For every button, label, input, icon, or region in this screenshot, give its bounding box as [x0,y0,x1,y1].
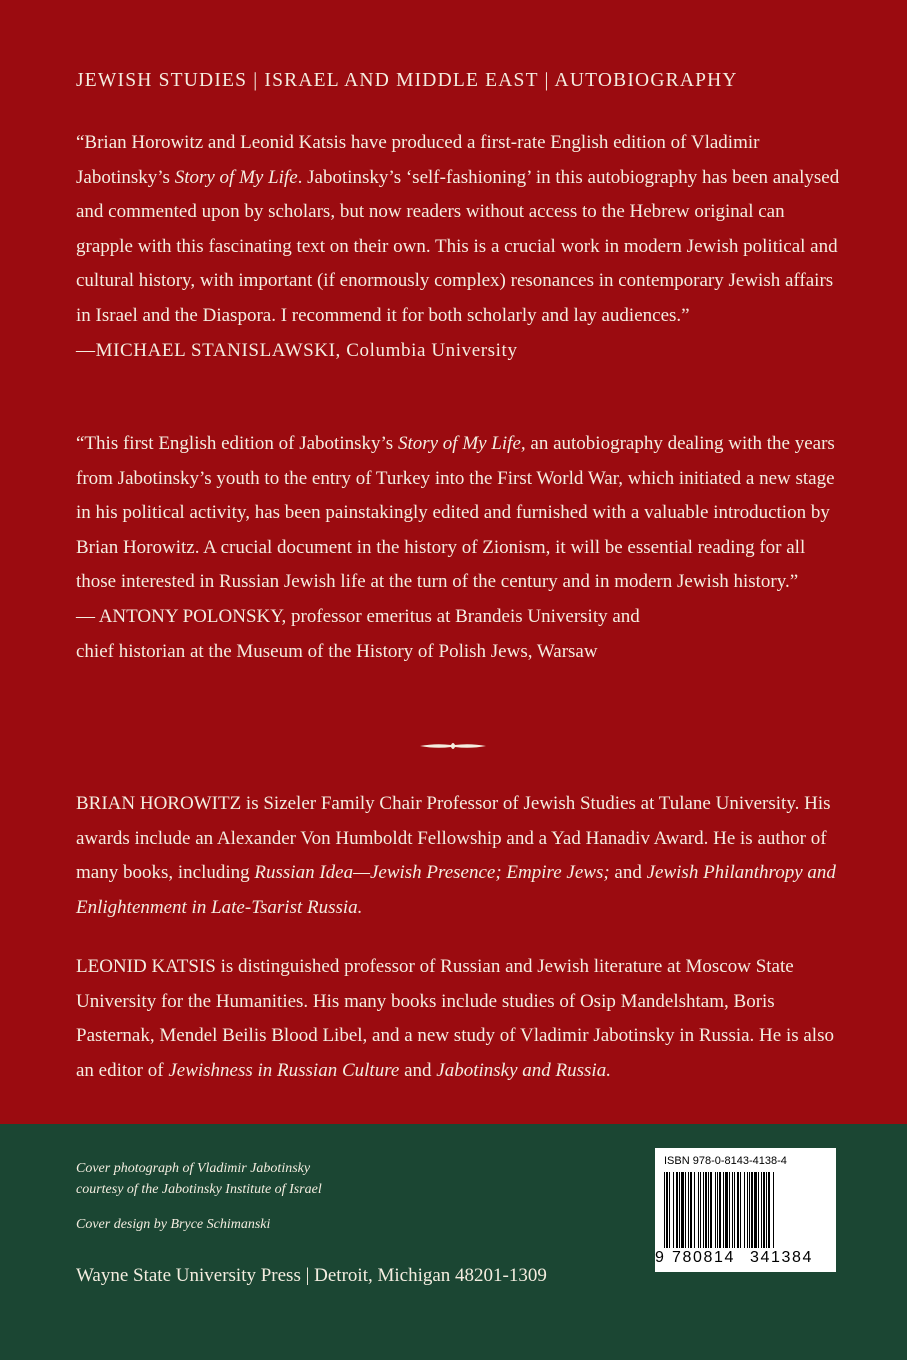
ornament-divider [418,740,488,752]
book-title: Jewishness in Russian Culture [168,1059,400,1081]
quote-attribution: —MICHAEL STANISLAWSKI, Columbia University [76,339,518,361]
design-credit: Cover design by Bryce Schimanski [76,1217,271,1232]
barcode-bar [747,1172,748,1248]
quote-attribution: — ANTONY POLONSKY, professor emeritus at Brandeis University and [76,605,640,627]
barcode-bar [758,1172,759,1248]
subject-categories: JEWISH STUDIES | ISRAEL AND MIDDLE EAST | AUTOBIOGRAPHY [76,70,738,91]
barcode-bar [761,1172,762,1248]
barcode-bar [729,1172,730,1248]
barcode-bar [768,1172,770,1248]
barcode-bar [700,1172,701,1248]
barcode-bar [703,1172,704,1248]
barcode-bar [734,1172,735,1248]
barcode-digits-right: 341384 [750,1249,813,1266]
barcode-bar [715,1172,716,1248]
isbn-barcode [655,1148,836,1272]
book-titles: Russian Idea—Jewish Presence; Empire Jews; [254,862,610,884]
isbn-label: ISBN 978-0-8143-4138-4 [664,1155,787,1167]
book-title: Jewish Philanthropy and Enlightenment in Late-Tsarist Russia. [76,862,836,918]
quote-text: “Brian Horowitz and Leonid Katsis have produced a first-rate English edition of Vladimir Jabotinsky’s Story of My Life. Jabotinsky’s ‘self-fashioning’ in this autobiography has been analysed and commented upon by scholars, but now readers without access to the Hebrew original can grapple with this fascinating text on their own. This is a crucial work in modern Jewish political and cultural history, with important (if enormously complex) resonances in contemporary Jewish affairs in Israel and the Diaspora. I recommend it for both scholarly and lay audiences.” [76,132,840,326]
barcode-bar [673,1172,674,1248]
barcode-bar [744,1172,745,1248]
barcode-bar [705,1172,707,1248]
barcode-bar [737,1172,739,1248]
barcode-bar [710,1172,712,1248]
barcode-bar [719,1172,721,1248]
barcode-digits-left: 780814 [672,1249,735,1266]
endorsement-stanislawski [76,126,846,368]
barcode-bar [679,1172,680,1248]
quote-text: “This first English edition of Jabotinsky’s Story of My Life, an autobiography dealing with the years from Jabotinsky’s youth to the entry of Turkey into the First World War, which initiated a new stage in his political activity, has been painstakingly edited and furnished with a valuable introduction by Brian Horowitz. A crucial document in the history of Zionism, it will be essential reading for all those interested in Russian Jewish life at the turn of the century and in modern Jewish history.” [76,433,835,593]
barcode-bar [698,1172,699,1248]
barcode-bar [694,1172,695,1248]
barcode-bar [723,1172,724,1248]
barcode-bar [740,1172,741,1248]
barcode-bar [664,1172,665,1248]
barcode-bar [681,1172,684,1248]
barcode-bar [685,1172,686,1248]
book-title: Story of My Life [174,166,298,188]
barcode-bar [754,1172,757,1248]
barcode-bar [766,1172,767,1248]
barcode-bars [664,1172,827,1248]
barcode-bar [688,1172,689,1248]
bio-brian-horowitz: BRIAN HOROWITZ is Sizeler Family Chair Professor of Jewish Studies at Tulane University. His awards include an Alexander Von Humboldt Fellowship and a Yad Hanadiv Award. He is author of many books, including Russian Idea—Jewish Presence; Empire Jews; and Jewish Philanthropy and Enlightenment in Late-Tsarist Russia. [76,793,836,918]
photo-credit: Cover photograph of Vladimir Jabotinsky courtesy of the Jabotinsky Institute of Israel [76,1161,322,1197]
barcode-bar [717,1172,718,1248]
bio-leonid-katsis: LEONID KATSIS is distinguished professor of Russian and Jewish literature at Moscow State University for the Humanities. His many books include studies of Osip Mandelshtam, Boris Pasternak, Mendel Beilis Blood Libel, and a new study of Vladimir Jabotinsky in Russia. He is also an editor of Jewishness in Russian Culture and Jabotinsky and Russia. [76,956,834,1081]
barcode-bar [751,1172,753,1248]
quote-attribution-continued: chief historian at the Museum of the History of Polish Jews, Warsaw [76,640,598,662]
endorsement-polonsky [76,427,846,669]
book-title: Jabotinsky and Russia. [436,1059,611,1081]
barcode-bar [732,1172,733,1248]
barcode-bar [773,1172,774,1248]
barcode-bar [725,1172,728,1248]
barcode-bar [690,1172,692,1248]
barcode-bar [763,1172,765,1248]
barcode-digit-first: 9 [655,1249,664,1266]
barcode-bar [669,1172,670,1248]
book-title: Story of My Life, [397,433,526,454]
barcode-bar [749,1172,750,1248]
barcode-bar [708,1172,709,1248]
publisher-line: Wayne State University Press | Detroit, Michigan 48201-1309 [76,1265,547,1286]
barcode-bar [666,1172,668,1248]
barcode-bar [676,1172,678,1248]
